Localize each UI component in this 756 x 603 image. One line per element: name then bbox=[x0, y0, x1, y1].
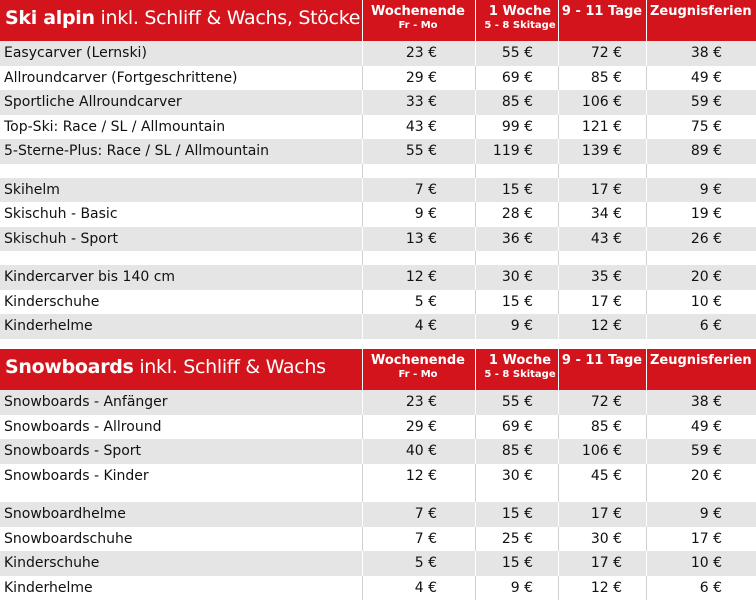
price-cell: 106 € bbox=[581, 94, 622, 110]
column-divider bbox=[558, 202, 559, 227]
column-divider bbox=[475, 502, 476, 527]
column-divider bbox=[558, 115, 559, 140]
price-row bbox=[0, 527, 756, 552]
column-header-label: 1 Woche bbox=[488, 4, 552, 19]
price-row bbox=[0, 178, 756, 203]
column-divider bbox=[558, 164, 559, 178]
column-header bbox=[368, 4, 468, 32]
price-cell: 33 € bbox=[405, 94, 437, 110]
column-divider bbox=[475, 41, 476, 66]
price-row bbox=[0, 41, 756, 66]
snow-title-bold: Snowboards bbox=[5, 356, 134, 378]
column-divider bbox=[558, 314, 559, 339]
column-header bbox=[650, 353, 750, 368]
price-cell: 9 € bbox=[699, 181, 722, 198]
column-divider bbox=[646, 390, 647, 415]
column-divider bbox=[558, 464, 559, 489]
price-cell: 17 € bbox=[590, 555, 622, 571]
column-header-label: 9 - 11 Tage bbox=[561, 4, 643, 19]
column-divider bbox=[646, 139, 647, 164]
item-name: Kindercarver bis 140 cm bbox=[4, 269, 176, 285]
price-cell: 59 € bbox=[690, 443, 722, 459]
column-divider bbox=[362, 314, 363, 339]
column-divider bbox=[646, 576, 647, 601]
price-cell: 9 € bbox=[510, 579, 533, 596]
price-cell: 72 € bbox=[590, 45, 622, 61]
price-row bbox=[0, 314, 756, 339]
price-cell: 38 € bbox=[690, 45, 722, 61]
column-divider bbox=[475, 439, 476, 464]
price-cell: 43 € bbox=[405, 118, 437, 135]
price-cell: 6 € bbox=[699, 318, 722, 334]
column-divider bbox=[362, 390, 363, 415]
price-row bbox=[0, 66, 756, 91]
ski-header bbox=[0, 0, 756, 41]
column-divider bbox=[646, 66, 647, 91]
ski-title-bold: Ski alpin bbox=[5, 7, 95, 29]
column-divider bbox=[558, 527, 559, 552]
price-cell: 17 € bbox=[590, 506, 622, 522]
column-divider bbox=[646, 178, 647, 203]
column-divider bbox=[475, 90, 476, 115]
column-header-sublabel: 5 - 8 Skitage bbox=[484, 20, 556, 31]
price-cell: 38 € bbox=[690, 394, 722, 410]
price-cell: 55 € bbox=[405, 143, 437, 159]
column-divider bbox=[362, 178, 363, 203]
column-divider bbox=[475, 164, 476, 178]
column-divider bbox=[475, 139, 476, 164]
column-divider bbox=[646, 290, 647, 315]
price-cell: 7 € bbox=[414, 506, 437, 522]
item-name: Skischuh - Sport bbox=[4, 230, 119, 247]
column-divider bbox=[558, 265, 559, 290]
price-row bbox=[0, 415, 756, 440]
price-cell: 85 € bbox=[590, 418, 622, 435]
item-name: Kinderhelme bbox=[4, 579, 93, 596]
column-divider bbox=[362, 139, 363, 164]
column-divider bbox=[475, 227, 476, 252]
item-name: Kinderhelme bbox=[4, 318, 93, 334]
price-cell: 59 € bbox=[690, 94, 722, 110]
price-cell: 20 € bbox=[690, 467, 722, 484]
column-header-label: Zeugnisferien bbox=[650, 4, 752, 19]
price-cell: 29 € bbox=[405, 418, 437, 435]
price-cell: 99 € bbox=[501, 118, 533, 135]
column-divider bbox=[362, 527, 363, 552]
snow-header bbox=[0, 349, 756, 390]
price-cell: 15 € bbox=[501, 293, 533, 310]
item-name: Top-Ski: Race / SL / Allmountain bbox=[4, 118, 226, 135]
column-divider bbox=[558, 290, 559, 315]
column-header-label: 1 Woche bbox=[488, 353, 552, 368]
price-cell: 23 € bbox=[405, 45, 437, 61]
group-spacer bbox=[0, 488, 756, 502]
column-divider bbox=[646, 464, 647, 489]
price-row bbox=[0, 551, 756, 576]
price-cell: 69 € bbox=[501, 418, 533, 435]
price-cell: 55 € bbox=[501, 394, 533, 410]
price-cell: 12 € bbox=[405, 467, 437, 484]
price-cell: 10 € bbox=[690, 293, 722, 310]
price-cell: 30 € bbox=[501, 467, 533, 484]
column-divider bbox=[475, 115, 476, 140]
item-name: 5-Sterne-Plus: Race / SL / Allmountain bbox=[4, 143, 270, 159]
column-divider bbox=[646, 265, 647, 290]
price-cell: 25 € bbox=[501, 530, 533, 547]
price-row bbox=[0, 90, 756, 115]
column-divider bbox=[362, 576, 363, 601]
column-divider bbox=[362, 439, 363, 464]
item-name: Snowboards - Kinder bbox=[4, 467, 149, 484]
column-divider bbox=[362, 488, 363, 502]
price-cell: 36 € bbox=[501, 230, 533, 247]
column-divider bbox=[362, 349, 363, 390]
column-divider bbox=[362, 115, 363, 140]
column-divider bbox=[362, 290, 363, 315]
price-cell: 9 € bbox=[699, 506, 722, 522]
column-divider bbox=[558, 576, 559, 601]
price-cell: 15 € bbox=[501, 181, 533, 198]
item-name: Snowboards - Anfänger bbox=[4, 394, 168, 410]
price-cell: 34 € bbox=[590, 206, 622, 222]
price-cell: 69 € bbox=[501, 69, 533, 86]
price-cell: 15 € bbox=[501, 555, 533, 571]
price-row bbox=[0, 576, 756, 601]
price-cell: 121 € bbox=[581, 118, 622, 135]
column-divider bbox=[362, 227, 363, 252]
price-row bbox=[0, 502, 756, 527]
column-divider bbox=[475, 290, 476, 315]
column-divider bbox=[558, 66, 559, 91]
column-divider bbox=[475, 265, 476, 290]
price-cell: 85 € bbox=[501, 443, 533, 459]
item-name: Sportliche Allroundcarver bbox=[4, 94, 182, 110]
price-cell: 106 € bbox=[581, 443, 622, 459]
column-divider bbox=[475, 314, 476, 339]
group-spacer bbox=[0, 164, 756, 178]
price-cell: 30 € bbox=[590, 530, 622, 547]
column-divider bbox=[362, 164, 363, 178]
price-cell: 23 € bbox=[405, 394, 437, 410]
column-header-label: Wochenende bbox=[370, 353, 466, 368]
column-divider bbox=[558, 90, 559, 115]
column-divider bbox=[475, 576, 476, 601]
column-divider bbox=[646, 488, 647, 502]
item-name: Kinderschuhe bbox=[4, 293, 100, 310]
ski-title-rest: inkl. Schliff & Wachs, Stöcke bbox=[94, 7, 361, 29]
price-cell: 40 € bbox=[405, 443, 437, 459]
column-divider bbox=[646, 314, 647, 339]
column-divider bbox=[558, 251, 559, 265]
price-cell: 17 € bbox=[590, 181, 622, 198]
column-header bbox=[650, 4, 750, 19]
price-cell: 5 € bbox=[414, 293, 437, 310]
price-cell: 9 € bbox=[510, 318, 533, 334]
column-divider bbox=[646, 90, 647, 115]
price-cell: 49 € bbox=[690, 418, 722, 435]
column-divider bbox=[646, 415, 647, 440]
column-divider bbox=[646, 527, 647, 552]
column-divider bbox=[646, 439, 647, 464]
column-divider bbox=[558, 551, 559, 576]
price-cell: 85 € bbox=[590, 69, 622, 86]
column-divider bbox=[362, 66, 363, 91]
price-cell: 139 € bbox=[581, 143, 622, 159]
column-divider bbox=[475, 415, 476, 440]
price-cell: 17 € bbox=[590, 293, 622, 310]
item-name: Skischuh - Basic bbox=[4, 206, 118, 222]
price-cell: 45 € bbox=[590, 467, 622, 484]
price-cell: 85 € bbox=[501, 94, 533, 110]
column-divider bbox=[475, 464, 476, 489]
column-divider bbox=[558, 488, 559, 502]
column-divider bbox=[646, 502, 647, 527]
column-divider bbox=[646, 164, 647, 178]
price-cell: 26 € bbox=[690, 230, 722, 247]
price-row bbox=[0, 115, 756, 140]
price-cell: 12 € bbox=[590, 318, 622, 334]
column-divider bbox=[558, 139, 559, 164]
price-cell: 12 € bbox=[590, 579, 622, 596]
price-cell: 30 € bbox=[501, 269, 533, 285]
item-name: Skihelm bbox=[4, 181, 60, 198]
price-cell: 72 € bbox=[590, 394, 622, 410]
column-divider bbox=[475, 551, 476, 576]
item-name: Snowboards - Sport bbox=[4, 443, 142, 459]
price-row bbox=[0, 265, 756, 290]
column-divider bbox=[362, 202, 363, 227]
column-divider bbox=[558, 178, 559, 203]
price-cell: 12 € bbox=[405, 269, 437, 285]
price-cell: 5 € bbox=[414, 555, 437, 571]
price-cell: 75 € bbox=[690, 118, 722, 135]
column-divider bbox=[362, 464, 363, 489]
column-divider bbox=[646, 202, 647, 227]
column-divider bbox=[475, 202, 476, 227]
column-divider bbox=[646, 115, 647, 140]
item-name: Kinderschuhe bbox=[4, 555, 100, 571]
column-header bbox=[552, 353, 652, 368]
price-cell: 49 € bbox=[690, 69, 722, 86]
price-cell: 43 € bbox=[590, 230, 622, 247]
group-spacer bbox=[0, 251, 756, 265]
column-header bbox=[368, 353, 468, 381]
price-cell: 20 € bbox=[690, 269, 722, 285]
column-divider bbox=[558, 227, 559, 252]
column-divider bbox=[646, 251, 647, 265]
column-divider bbox=[362, 415, 363, 440]
price-row bbox=[0, 390, 756, 415]
item-name: Snowboardhelme bbox=[4, 506, 126, 522]
price-cell: 4 € bbox=[414, 318, 437, 334]
column-divider bbox=[475, 390, 476, 415]
price-cell: 89 € bbox=[690, 143, 722, 159]
price-row bbox=[0, 227, 756, 252]
column-divider bbox=[475, 178, 476, 203]
column-divider bbox=[362, 551, 363, 576]
column-divider bbox=[646, 551, 647, 576]
column-header-sublabel: 5 - 8 Skitage bbox=[484, 369, 556, 380]
column-divider bbox=[475, 488, 476, 502]
price-cell: 55 € bbox=[501, 45, 533, 61]
price-cell: 28 € bbox=[501, 206, 533, 222]
column-divider bbox=[362, 41, 363, 66]
price-cell: 119 € bbox=[492, 143, 533, 159]
column-header bbox=[552, 4, 652, 19]
price-cell: 4 € bbox=[414, 579, 437, 596]
price-row bbox=[0, 202, 756, 227]
column-header-sublabel: Fr - Mo bbox=[398, 20, 438, 31]
column-divider bbox=[362, 0, 363, 41]
snow-title bbox=[5, 356, 326, 378]
column-divider bbox=[475, 527, 476, 552]
column-divider bbox=[558, 41, 559, 66]
price-cell: 29 € bbox=[405, 69, 437, 86]
item-name: Snowboards - Allround bbox=[4, 418, 162, 435]
ski-title bbox=[5, 7, 360, 29]
column-header-label: Zeugnisferien bbox=[650, 353, 752, 368]
price-row bbox=[0, 139, 756, 164]
column-divider bbox=[646, 227, 647, 252]
column-divider bbox=[362, 265, 363, 290]
column-divider bbox=[362, 502, 363, 527]
snowboards-section bbox=[0, 349, 756, 600]
column-divider bbox=[558, 415, 559, 440]
column-header-label: Wochenende bbox=[370, 4, 466, 19]
column-divider bbox=[362, 90, 363, 115]
price-cell: 7 € bbox=[414, 530, 437, 547]
snow-title-rest: inkl. Schliff & Wachs bbox=[133, 356, 326, 378]
price-row bbox=[0, 464, 756, 489]
price-cell: 15 € bbox=[501, 506, 533, 522]
item-name: Snowboardschuhe bbox=[4, 530, 133, 547]
column-divider bbox=[475, 66, 476, 91]
column-divider bbox=[646, 41, 647, 66]
column-divider bbox=[558, 502, 559, 527]
price-cell: 10 € bbox=[690, 555, 722, 571]
price-cell: 35 € bbox=[590, 269, 622, 285]
column-divider bbox=[558, 390, 559, 415]
price-cell: 7 € bbox=[414, 181, 437, 198]
item-name: Allroundcarver (Fortgeschrittene) bbox=[4, 69, 238, 86]
column-header-label: 9 - 11 Tage bbox=[561, 353, 643, 368]
column-divider bbox=[475, 251, 476, 265]
price-cell: 9 € bbox=[414, 206, 437, 222]
price-cell: 19 € bbox=[690, 206, 722, 222]
price-row bbox=[0, 290, 756, 315]
price-cell: 6 € bbox=[699, 579, 722, 596]
price-cell: 13 € bbox=[405, 230, 437, 247]
column-divider bbox=[362, 251, 363, 265]
price-cell: 17 € bbox=[690, 530, 722, 547]
item-name: Easycarver (Lernski) bbox=[4, 45, 147, 61]
price-row bbox=[0, 439, 756, 464]
column-divider bbox=[558, 439, 559, 464]
column-header-sublabel: Fr - Mo bbox=[398, 369, 438, 380]
